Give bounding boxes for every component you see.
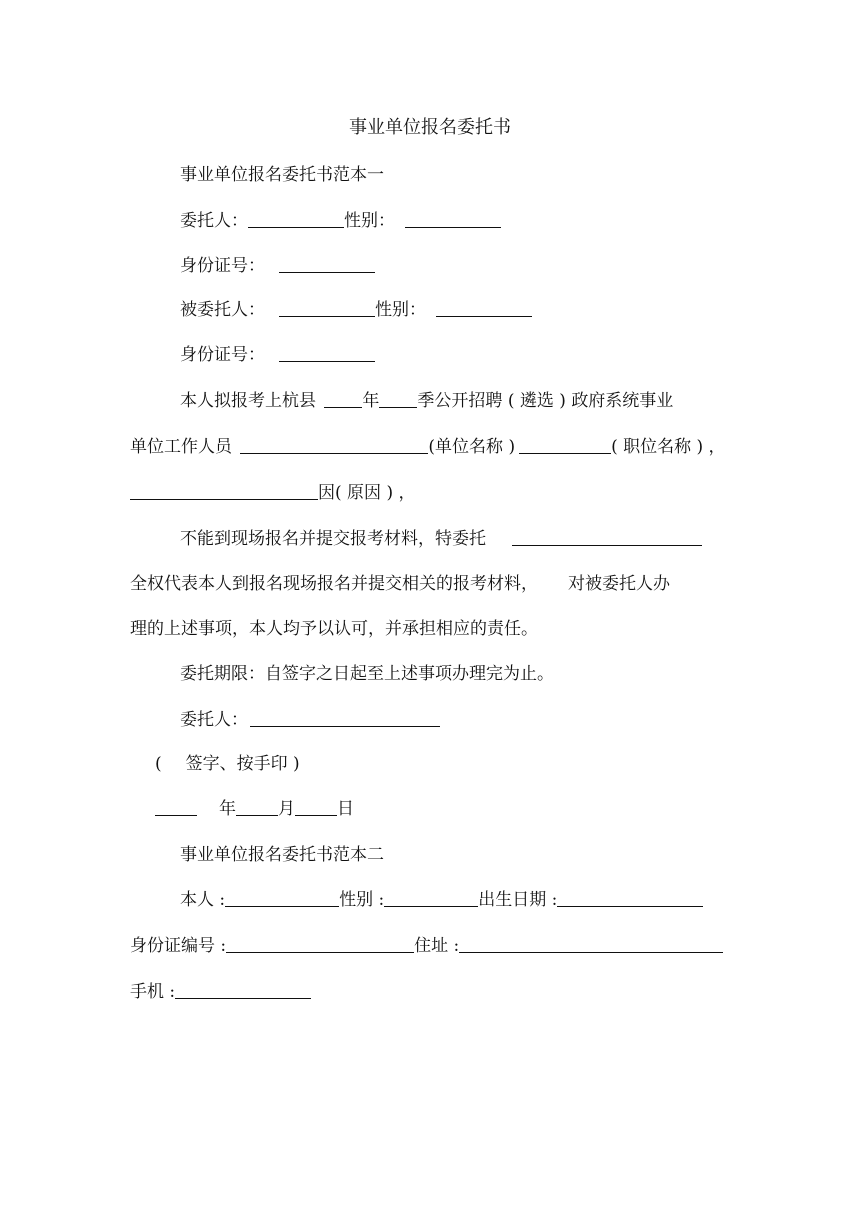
- delegator-id-row: [180, 254, 375, 277]
- sign-label: 委托人：: [180, 710, 248, 730]
- address-label: 住址 :: [414, 936, 460, 956]
- delegator-id-blank: [279, 254, 375, 273]
- sample2-row-3: [130, 980, 311, 1003]
- reason-blank: [130, 481, 318, 500]
- unit-blank: [240, 435, 428, 454]
- date-day-blank: [295, 797, 337, 816]
- delegator-gender-blank: [405, 209, 501, 228]
- delegator-row: [180, 209, 501, 232]
- date-month-blank: [236, 797, 278, 816]
- delegatee-gender-label: 性别：: [375, 300, 426, 320]
- sample2-row-1: [180, 888, 703, 911]
- delegator-blank: [248, 209, 344, 228]
- delegatee-id-blank: [279, 343, 375, 362]
- paren-close: ): [559, 391, 566, 411]
- entrust-period: 委托期限：自签字之日起至上述事项办理完为止。: [180, 664, 554, 684]
- paragraph-1: [180, 389, 673, 412]
- reason-row: [130, 481, 415, 504]
- delegatee-gender-blank: [436, 298, 532, 317]
- birth-label: 出生日期 :: [478, 890, 558, 910]
- season-blank: [379, 389, 417, 408]
- date-year-blank: [155, 797, 197, 816]
- sample1-heading: 事业单位报名委托书范本一: [180, 165, 384, 185]
- delegatee-blank: [279, 298, 375, 317]
- date-day-label: 日: [337, 799, 354, 819]
- address-blank: [459, 934, 723, 953]
- unit-name-note: (单位名称 ): [428, 437, 516, 457]
- delegatee-id-label: 身份证号：: [180, 345, 265, 365]
- sign-note-text: 签字、按手印 ): [185, 754, 300, 774]
- delegatee-id-row: [180, 343, 375, 366]
- delegatee-label: 被委托人：: [180, 300, 265, 320]
- position-blank: [519, 435, 611, 454]
- delegatee-row: [180, 298, 532, 321]
- sign-row: [180, 708, 440, 731]
- delegator-gender-label: 性别：: [344, 211, 395, 231]
- paragraph-2-end: 理的上述事项，本人均予以认可，并承担相应的责任。: [130, 619, 538, 639]
- paren-open: (: [507, 391, 515, 411]
- paragraph-1-cont: [130, 435, 726, 458]
- phone-blank: [175, 980, 311, 999]
- para4-text-a: 全权代表本人到报名现场报名并提交相关的报考材料，: [130, 574, 538, 594]
- paragraph-2-cont: [130, 573, 670, 595]
- para1-text-a: 本人拟报考上杭县: [180, 391, 316, 411]
- sign-blank: [250, 708, 440, 727]
- date-month-label: 月: [278, 799, 295, 819]
- para3-text: 不能到现场报名并提交报考材料，特委托: [180, 529, 486, 549]
- phone-label: 手机 :: [130, 982, 176, 1002]
- para4-text-b: 对被委托人办: [568, 574, 670, 594]
- date-row: [155, 797, 354, 820]
- delegator-id-label: 身份证号：: [180, 256, 265, 276]
- date-year-label: 年: [219, 799, 236, 819]
- document-title: 事业单位报名委托书: [349, 117, 511, 138]
- position-name-note: ( 职位名称 ) ，: [611, 437, 726, 457]
- paragraph-2: [180, 527, 702, 550]
- sample2-row-2: [130, 934, 723, 957]
- entrust-blank: [512, 527, 702, 546]
- year-blank: [324, 389, 362, 408]
- para1-text-c: 政府系统事业: [571, 391, 674, 411]
- sample2-heading: 事业单位报名委托书范本二: [180, 845, 384, 865]
- birth-blank: [557, 888, 703, 907]
- sample2-id-blank: [226, 934, 414, 953]
- sample2-id-label: 身份证编号 :: [130, 936, 227, 956]
- delegator-label: 委托人：: [180, 211, 248, 231]
- sample2-gender-label: 性别 :: [339, 890, 385, 910]
- sign-note-open: (: [155, 754, 162, 774]
- para1-select-word: 遴选: [519, 391, 554, 411]
- sign-note: [155, 753, 300, 775]
- sample2-gender-blank: [384, 888, 478, 907]
- self-blank: [225, 888, 339, 907]
- para1-text-b: 季公开招聘: [417, 391, 503, 411]
- year-label: 年: [362, 391, 380, 411]
- reason-note: 因( 原因 ) ，: [318, 483, 416, 503]
- para2-text-a: 单位工作人员: [130, 437, 232, 457]
- self-label: 本人 :: [180, 890, 226, 910]
